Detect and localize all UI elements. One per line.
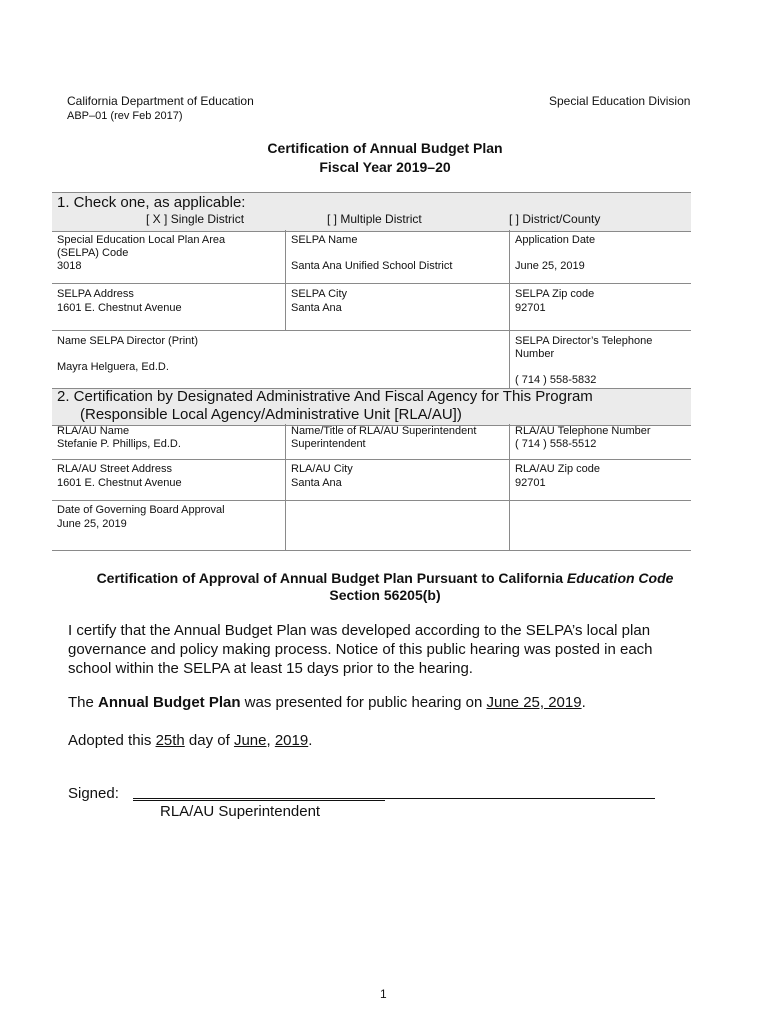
adopted-year: 2019 [274, 732, 309, 749]
selpa-name-label: SELPA Name [291, 234, 358, 246]
table-divider [52, 459, 691, 460]
table-divider [52, 283, 691, 284]
rla-name-value: Stefanie P. Phillips, Ed.D. [57, 438, 181, 450]
option-multiple-district[interactable] [327, 212, 422, 226]
selpa-address-label: SELPA Address [57, 288, 134, 300]
table-divider [509, 424, 510, 551]
section-2-subheading: (Responsible Local Agency/Administrative Unit [RLA/AU]) [80, 406, 462, 423]
hearing-date: June 25, 2019 [486, 694, 582, 711]
rla-street-label: RLA/AU Street Address [57, 463, 172, 475]
public-hearing-statement: The Annual Budget Plan was presented for public hearing on June 25, 2019. [68, 694, 586, 711]
rla-name-label: RLA/AU Name [57, 425, 130, 437]
selpa-code-label: Special Education Local Plan Area (SELPA) Code [57, 234, 226, 259]
signature-underline [133, 800, 385, 801]
section-2-heading: 2. Certification by Designated Administrative And Fiscal Agency for This Program [57, 388, 593, 405]
selpa-zip-label: SELPA Zip code [515, 288, 595, 300]
director-value: Mayra Helguera, Ed.D. [57, 361, 169, 373]
board-approval-value: June 25, 2019 [57, 518, 127, 530]
fiscal-year: Fiscal Year 2019–20 [319, 159, 451, 175]
signature-line[interactable] [133, 798, 655, 799]
signed-label: Signed: [68, 785, 119, 802]
option-label: Multiple District [340, 212, 422, 226]
signer-title: RLA/AU Superintendent [160, 803, 321, 820]
application-date-label: Application Date [515, 234, 596, 246]
option-single-district[interactable] [146, 212, 244, 226]
director-phone-value: ( 714 ) 558-5832 [515, 374, 597, 386]
adopted-statement: Adopted this 25th day of June, 2019. [68, 732, 313, 749]
rla-zip-value: 92701 [515, 477, 546, 489]
director-phone-label: SELPA Director’s Telephone Number [515, 335, 653, 360]
rla-phone-value: ( 714 ) 558-5512 [515, 438, 597, 450]
selpa-zip-value: 92701 [515, 302, 546, 314]
form-id: ABP–01 (rev Feb 2017) [67, 110, 183, 122]
certification-section: Section 56205(b) [329, 587, 441, 603]
certify-paragraph: I certify that the Annual Budget Plan was developed according to the SELPA’s local plan governance and policy making process. Notice of this public hearing was posted in each school within the SELPA at least 15 days prior to the hearing. [68, 622, 653, 677]
option-label: Single District [170, 212, 245, 226]
option-label: District/County [522, 212, 601, 226]
director-label: Name SELPA Director (Print) [57, 335, 199, 347]
application-date-value: June 25, 2019 [515, 260, 585, 272]
page-number: 1 [380, 987, 387, 1001]
rla-title-value: Superintendent [291, 438, 366, 450]
adopted-day: 25th [155, 732, 185, 749]
agency-name: California Department of Education [67, 94, 254, 108]
selpa-city-label: SELPA City [291, 288, 348, 300]
selpa-address-value: 1601 E. Chestnut Avenue [57, 302, 182, 314]
table-divider [52, 330, 691, 331]
adopted-month: June [233, 732, 267, 749]
selpa-name-value: Santa Ana Unified School District [291, 260, 453, 272]
option-mark: [ ] [509, 212, 520, 226]
rla-zip-label: RLA/AU Zip code [515, 463, 600, 475]
form-title: Certification of Annual Budget Plan [267, 140, 503, 156]
rla-city-value: Santa Ana [291, 477, 342, 489]
selpa-code-value: 3018 [57, 260, 82, 272]
table-divider [509, 230, 510, 388]
board-approval-label: Date of Governing Board Approval [57, 504, 225, 516]
option-mark: [ X ] [146, 212, 168, 226]
rla-city-label: RLA/AU City [291, 463, 353, 475]
division-name: Special Education Division [549, 94, 691, 108]
rla-street-value: 1601 E. Chestnut Avenue [57, 477, 182, 489]
section-1-heading: 1. Check one, as applicable: [57, 194, 246, 211]
certification-heading: Certification of Approval of Annual Budget Plan Pursuant to California Education Code [96, 570, 674, 586]
option-mark: [ ] [327, 212, 338, 226]
table-divider [52, 550, 691, 551]
table-divider [52, 500, 691, 501]
table-divider [285, 424, 286, 551]
rla-phone-label: RLA/AU Telephone Number [515, 425, 651, 437]
table-divider [285, 230, 286, 330]
selpa-city-value: Santa Ana [291, 302, 342, 314]
option-district-county[interactable] [509, 212, 600, 226]
rla-title-label: Name/Title of RLA/AU Superintendent [291, 425, 477, 437]
